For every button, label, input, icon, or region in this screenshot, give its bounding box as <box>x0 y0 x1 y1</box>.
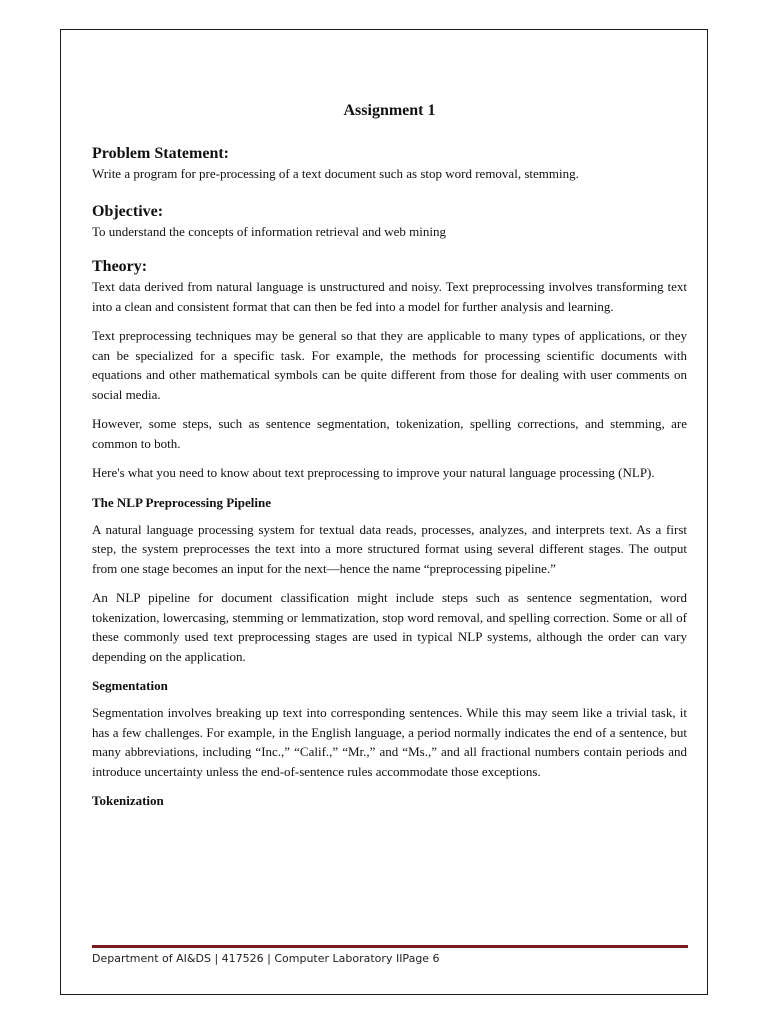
document-title: Assignment 1 <box>343 102 436 119</box>
theory-paragraph-4: Here's what you need to know about text preprocessing to improve your natural language processing (NLP). <box>92 465 655 480</box>
theory-heading: Theory: <box>92 258 148 275</box>
pipeline-paragraph-1: A natural language processing system for textual data reads, processes, analyzes, and interprets text. As a first step, the system preprocesses the text into a more structured format using several different stages. The output from one stage becomes an input for the next—hence the name “preprocessing pipeline.” <box>92 521 687 576</box>
footer-rule <box>92 945 688 948</box>
theory-paragraph-2: Text preprocessing techniques may be general so that they are applicable to many types of applications, or they can be specialized for a specific task. For example, the methods for processing scientific documents with equations and other mathematical symbols can be quite different from those for dealing with user comments on social media. <box>92 328 687 402</box>
pipeline-paragraph-2: An NLP pipeline for document classification might include steps such as sentence segmentation, word tokenization, lowercasing, stemming or lemmatization, stop word removal, and spelling correction. Some or all of these commonly used text preprocessing stages are used in typical NLP systems, although the order can vary depending on the application. <box>92 590 687 664</box>
page-content <box>92 100 687 818</box>
objective-text: To understand the concepts of information retrieval and web mining <box>92 223 446 239</box>
theory-paragraph-3: However, some steps, such as sentence segmentation, tokenization, spelling corrections, and stemming, are common to both. <box>92 416 687 451</box>
problem-statement-heading: Problem Statement: <box>92 145 229 162</box>
tokenization-heading: Tokenization <box>92 793 164 808</box>
problem-statement-text: Write a program for pre-processing of a text document such as stop word removal, stemming. <box>92 166 579 181</box>
segmentation-heading: Segmentation <box>92 678 168 693</box>
segmentation-text: Segmentation involves breaking up text into corresponding sentences. While this may seem like a trivial task, it has a few challenges. For example, in the English language, a period normally indicates the end of a sentence, but many abbreviations, including “Inc.,” “Calif.,” “Mr.,” and “Ms.,” and all fractional numbers contain periods and introduce uncertainty unless the end-of-sentence rules accommodate those exceptions. <box>92 705 687 779</box>
theory-paragraph-1: Text data derived from natural language is unstructured and noisy. Text preprocessing involves transforming text into a clean and consistent format that can then be fed into a model for further analysis and learning. <box>92 279 687 314</box>
objective-heading: Objective: <box>92 202 164 220</box>
document-page <box>60 29 708 995</box>
page-footer: Department of AI&DS | 417526 | Computer Laboratory IIPage 6 <box>92 952 440 965</box>
pipeline-heading: The NLP Preprocessing Pipeline <box>92 494 271 510</box>
